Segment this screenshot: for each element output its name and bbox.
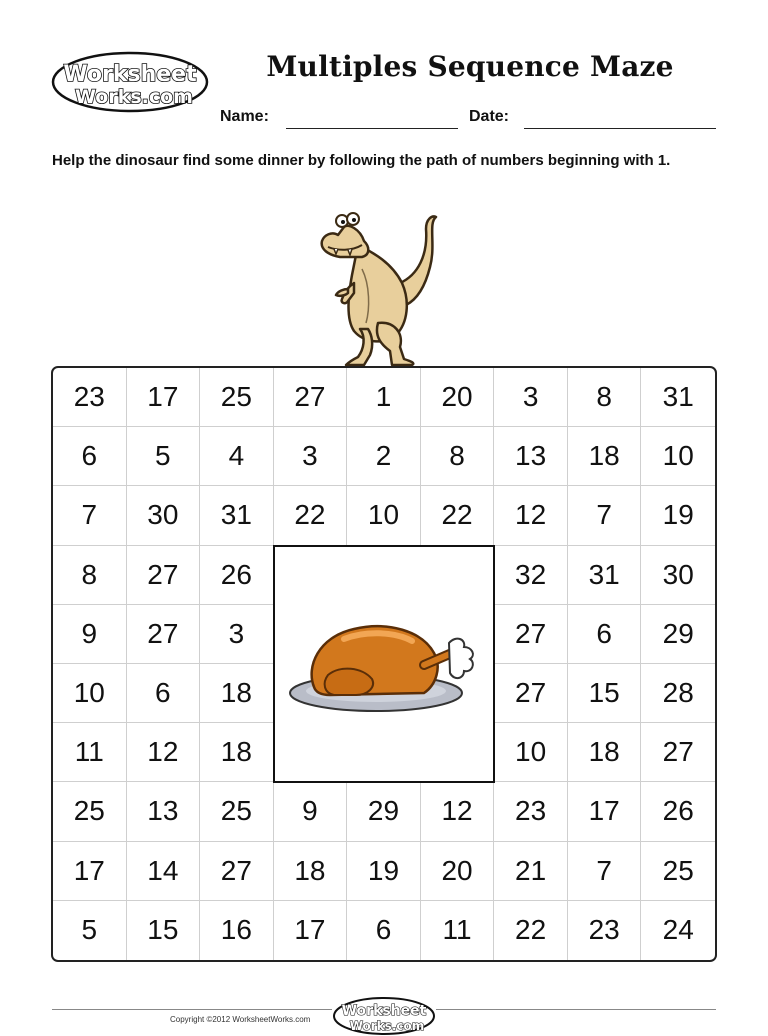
- maze-cell: 26: [200, 546, 274, 605]
- worksheetworks-logo: [50, 50, 210, 114]
- logo-text-line1: Worksheet: [63, 62, 197, 87]
- maze-cell: 12: [421, 782, 495, 841]
- maze-cell: 19: [347, 842, 421, 901]
- logo-text-line2: Works.com: [75, 86, 193, 108]
- maze-cell: 7: [568, 486, 642, 545]
- maze-cell: 17: [274, 901, 348, 960]
- maze-cell: 11: [421, 901, 495, 960]
- maze-cell: 16: [200, 901, 274, 960]
- footer-logo-text-line2: Works.com: [349, 1019, 425, 1033]
- maze-cell: 22: [421, 486, 495, 545]
- maze-cell: 23: [53, 368, 127, 427]
- maze-cell: 31: [568, 546, 642, 605]
- number-maze: [51, 366, 717, 962]
- maze-cell: 19: [641, 486, 715, 545]
- maze-cell: 27: [641, 723, 715, 782]
- name-label: Name:: [220, 108, 269, 125]
- maze-cell: 1: [347, 368, 421, 427]
- maze-cell: 20: [421, 842, 495, 901]
- maze-cell: 13: [494, 427, 568, 486]
- maze-cell: 9: [53, 605, 127, 664]
- maze-cell: 24: [662, 914, 694, 946]
- maze-cell: 10: [53, 664, 127, 723]
- maze-cell: 27: [494, 664, 568, 723]
- footer-logo: [332, 996, 436, 1036]
- maze-cell: 30: [127, 486, 201, 545]
- maze-cell: 25: [200, 782, 274, 841]
- maze-cell: 20: [421, 368, 495, 427]
- maze-cell: 17: [53, 842, 127, 901]
- maze-cell: 26: [641, 782, 715, 841]
- page-title: Multiples Sequence Maze: [266, 50, 674, 83]
- maze-cell: 8: [421, 427, 495, 486]
- maze-cell: 11: [53, 723, 127, 782]
- maze-cell: 22: [274, 486, 348, 545]
- maze-cell: 10: [347, 486, 421, 545]
- maze-cell: 7: [53, 486, 127, 545]
- maze-cell: 5: [53, 901, 127, 960]
- date-field[interactable]: [524, 128, 716, 129]
- maze-cell: 14: [127, 842, 201, 901]
- maze-cell: 18: [568, 723, 642, 782]
- maze-cell: 12: [494, 486, 568, 545]
- maze-cell: 6: [347, 901, 421, 960]
- maze-cell: 23: [494, 782, 568, 841]
- maze-cell: 28: [641, 664, 715, 723]
- maze-cell: 27: [274, 368, 348, 427]
- maze-cell: 29: [641, 605, 715, 664]
- maze-cell: 29: [347, 782, 421, 841]
- maze-cell: 25: [641, 842, 715, 901]
- maze-cell: 18: [274, 842, 348, 901]
- date-label: Date:: [469, 108, 510, 125]
- maze-cell: 27: [494, 605, 568, 664]
- maze-cell: 18: [200, 723, 274, 782]
- maze-cell: 21: [494, 842, 568, 901]
- maze-cell: 3: [200, 605, 274, 664]
- maze-cell: 6: [53, 427, 127, 486]
- maze-cell: 22: [494, 901, 568, 960]
- maze-cell: 27: [127, 546, 201, 605]
- dinosaur-illustration: [318, 205, 446, 370]
- maze-cell: 17: [568, 782, 642, 841]
- maze-cell: 27: [127, 605, 201, 664]
- maze-cell: 6: [568, 605, 642, 664]
- maze-cell: 13: [127, 782, 201, 841]
- maze-cell: 8: [568, 368, 642, 427]
- maze-cell: 30: [641, 546, 715, 605]
- maze-cell: 9: [274, 782, 348, 841]
- maze-cell: 8: [53, 546, 127, 605]
- maze-cell: 25: [53, 782, 127, 841]
- maze-cell: 3: [274, 427, 348, 486]
- maze-cell: 17: [127, 368, 201, 427]
- copyright-text: Copyright ©2012 WorksheetWorks.com: [170, 1015, 311, 1024]
- maze-cell: 18: [568, 427, 642, 486]
- maze-cell: 2: [347, 427, 421, 486]
- maze-cell: 15: [568, 664, 642, 723]
- maze-cell: 18: [200, 664, 274, 723]
- footer-divider-left: [52, 1009, 332, 1010]
- maze-cell: 10: [641, 427, 715, 486]
- footer-divider-right: [436, 1009, 716, 1010]
- maze-cell: 32: [494, 546, 568, 605]
- turkey-goal-box: [273, 545, 496, 784]
- maze-cell: 15: [127, 901, 201, 960]
- maze-cell: 3: [494, 368, 568, 427]
- maze-cell: 31: [200, 486, 274, 545]
- maze-cell: 6: [127, 664, 201, 723]
- maze-cell: 10: [494, 723, 568, 782]
- maze-cell: 5: [127, 427, 201, 486]
- maze-cell: 27: [200, 842, 274, 901]
- maze-cell: 7: [568, 842, 642, 901]
- roast-turkey-illustration: [284, 609, 484, 719]
- footer-logo-text-line1: Worksheet: [341, 1003, 427, 1019]
- maze-cell: 25: [200, 368, 274, 427]
- maze-cell: 23: [568, 901, 642, 960]
- maze-cell: 31: [641, 368, 715, 427]
- name-field[interactable]: [286, 128, 458, 129]
- maze-cell: 12: [127, 723, 201, 782]
- instructions: Help the dinosaur find some dinner by following the path of numbers beginning with 1.: [52, 152, 671, 169]
- maze-cell: 4: [200, 427, 274, 486]
